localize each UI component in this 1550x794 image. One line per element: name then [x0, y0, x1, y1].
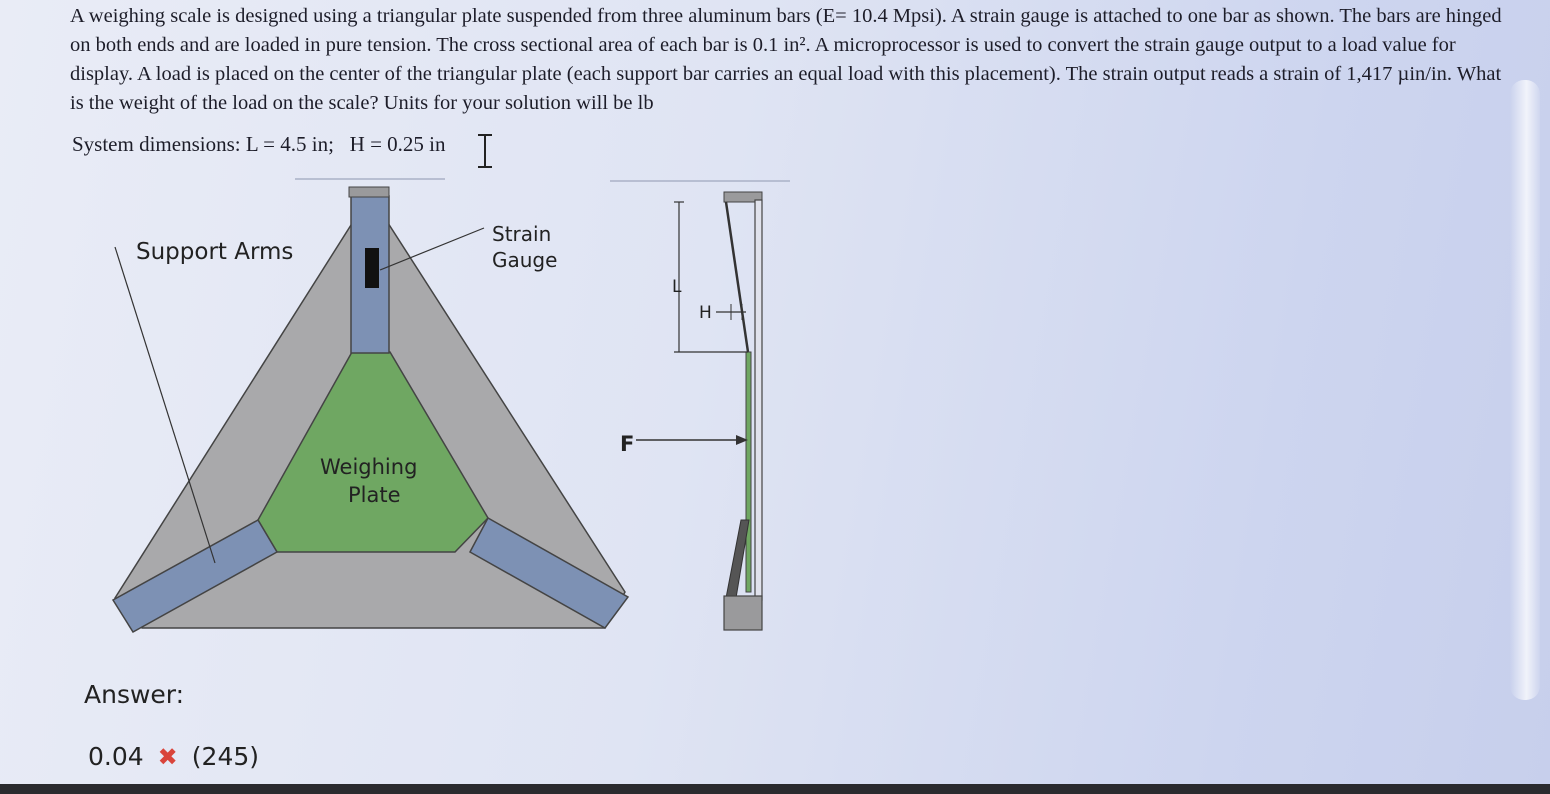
side-wall — [755, 200, 762, 600]
side-base — [724, 596, 762, 630]
incorrect-x-icon: ✖ — [157, 742, 178, 771]
answer-row — [88, 742, 259, 771]
weighing-plate-label-2: Plate — [348, 483, 401, 507]
bar-cap-top — [349, 187, 389, 197]
system-dimensions: System dimensions: L = 4.5 in; H = 0.25 in — [72, 132, 446, 156]
side-plate — [746, 352, 751, 592]
question-paragraph: A weighing scale is designed using a triangular plate suspended from three aluminum bars (E= 10.4 Mpsi). A strain gauge is attached to one bar as shown. The bars are hinged on both ends and are loaded in pure tension. The cross sectional area of each bar is 0.1 in². A microprocessor is used to convert the strain gauge output to a load value for display. A load is placed on the center of the triangular plate (each support bar carries an equal load with this placement). The strain output reads a strain of 1,417 µin/in. What is the weight of the load on the scale? Units for your solution will be lb — [70, 5, 1502, 114]
support-arms-leader — [115, 247, 215, 563]
answer-feedback: (245) — [191, 742, 260, 771]
weighing-plate-label-1: Weighing — [320, 455, 418, 479]
h-label: H — [699, 303, 712, 323]
screen-bottom-edge — [0, 784, 1550, 794]
force-label: F — [620, 432, 635, 456]
support-arms-label: Support Arms — [136, 239, 294, 265]
strain-gauge — [365, 248, 379, 288]
strain-gauge-label-2: Gauge — [492, 248, 558, 272]
answer-label: Answer: — [84, 680, 185, 709]
l-label: L — [672, 277, 682, 297]
answer-value[interactable]: 0.04 — [88, 742, 144, 771]
side-bar-link — [726, 202, 748, 352]
strain-gauge-label-1: Strain — [492, 222, 552, 246]
